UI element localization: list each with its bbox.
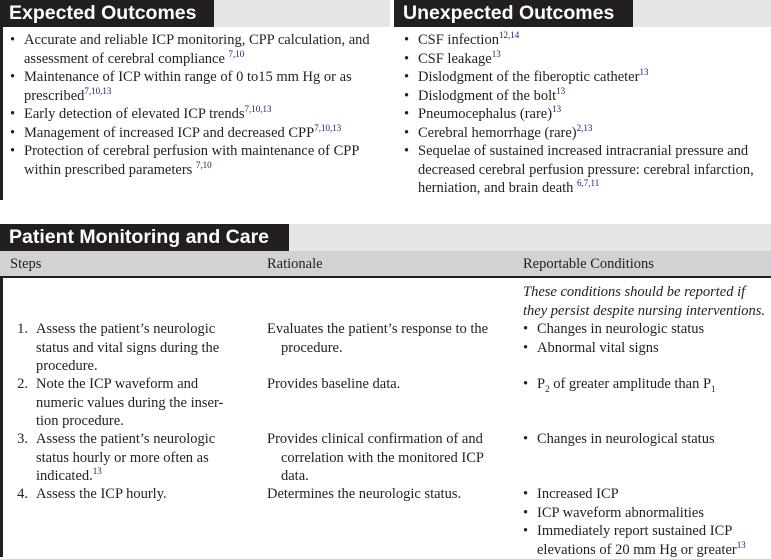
outcome-text: Dislodgment of the bolt xyxy=(418,87,557,104)
step-cell xyxy=(10,375,242,431)
subscript: 1 xyxy=(711,383,716,394)
expected-outcomes-heading: Expected Outcomes xyxy=(0,0,214,27)
subscript: 2 xyxy=(545,383,550,394)
outcome-text: Dislodgment of the fiberoptic catheter xyxy=(418,69,640,85)
rationale-cell: Provides clinical confirmation of and correlation with the monitored ICP data. xyxy=(267,431,484,484)
reportable-conditions-list xyxy=(519,485,771,559)
reference-superscript: 7,10,13 xyxy=(84,85,112,96)
reference-superscript: 7,10 xyxy=(195,159,212,170)
step-text: Assess the patient’s neurologic status hourly or more often as indicated. xyxy=(36,431,216,484)
outcome-text: Early detection of elevated ICP trends xyxy=(24,106,245,122)
outcome-text: Protection of cerebral perfusion with maintenance of CPP within prescribed parameters xyxy=(24,143,359,178)
outcome-item xyxy=(400,105,760,124)
outcome-item xyxy=(400,87,760,106)
step-number: 4. xyxy=(17,486,28,502)
rationale-cell: Determines the neurologic status. xyxy=(267,486,462,502)
reference-superscript: 13 xyxy=(639,67,649,77)
step-number: 3. xyxy=(17,431,28,447)
outcome-item xyxy=(6,105,376,124)
step-cell xyxy=(10,320,242,376)
outcome-item xyxy=(400,68,760,87)
reference-superscript: 7,10,13 xyxy=(244,104,272,114)
outcome-text: CSF infection xyxy=(418,32,499,48)
step-text: Note the ICP waveform and numeric values during the inser-tion procedure. xyxy=(36,376,224,429)
step-cell xyxy=(10,485,242,504)
reportable-conditions-list xyxy=(519,375,771,398)
left-rule xyxy=(0,0,3,200)
outcome-text: Sequelae of sustained increased intracranial pressure and decreased cerebral perfusion pressure: cerebral infarction, herniation, and brain death xyxy=(418,143,754,196)
step-number: 2. xyxy=(17,376,28,392)
rationale-cell: Evaluates the patient’s response to the procedure. xyxy=(267,321,489,356)
outcome-item xyxy=(400,50,760,69)
rationale-cell: Provides baseline data. xyxy=(267,376,401,392)
reference-superscript: 13 xyxy=(491,48,501,59)
reference-superscript: 7,10,13 xyxy=(314,122,342,133)
reference-superscript: 13 xyxy=(552,104,562,114)
outcome-item xyxy=(6,142,376,179)
condition-text: Immediately report sustained ICP elevations of 20 mm Hg or greater xyxy=(537,523,737,558)
outcome-text: Cerebral hemorrhage (rare) xyxy=(418,124,577,141)
outcome-item xyxy=(400,31,760,50)
condition-item: • Increased ICP xyxy=(519,485,771,504)
outcome-text: Accurate and reliable ICP monitoring, CPP calculation, and assessment of cerebral compliance xyxy=(24,32,370,67)
outcome-item xyxy=(6,31,376,68)
outcome-item xyxy=(400,124,760,143)
condition-item: • ICP waveform abnormalities xyxy=(519,504,771,523)
outcome-item xyxy=(400,142,760,198)
outcome-text: Management of increased ICP and decreased CPP xyxy=(24,124,315,141)
condition-text: of greater amplitude than P xyxy=(549,376,712,392)
outcome-item xyxy=(6,68,376,105)
condition-item xyxy=(519,522,771,559)
condition-item: • Changes in neurological status xyxy=(519,430,771,449)
reference-superscript: 13 xyxy=(556,85,566,96)
column-header-reportable: Reportable Conditions xyxy=(523,256,654,272)
outcome-text: CSF leakage xyxy=(418,50,492,67)
step-text: Assess the ICP hourly. xyxy=(36,486,167,502)
table-header xyxy=(0,251,771,278)
condition-text: P xyxy=(537,376,546,392)
outcome-text: Maintenance of ICP within range of 0 to15 mm Hg or as prescribed xyxy=(24,69,352,104)
unexpected-outcomes-list xyxy=(400,31,760,198)
column-header-steps: Steps xyxy=(10,256,42,272)
outcome-text: Pneumocephalus (rare) xyxy=(418,106,553,122)
column-header-rationale: Rationale xyxy=(267,256,323,272)
patient-monitoring-heading: Patient Monitoring and Care xyxy=(0,224,289,251)
outcome-item xyxy=(6,124,376,143)
reference-superscript: 2,13 xyxy=(576,122,593,133)
condition-item: • Abnormal vital signs xyxy=(519,339,771,358)
reportable-intro: These conditions should be reported if they persist despite nursing interventions. xyxy=(523,284,766,319)
expected-outcomes-list xyxy=(6,31,376,179)
step-cell xyxy=(10,430,242,486)
reference-superscript: 13 xyxy=(92,466,102,476)
reference-superscript: 7,10 xyxy=(228,48,245,59)
reference-superscript: 13 xyxy=(736,539,746,550)
condition-item: • Changes in neurologic status xyxy=(519,320,771,339)
condition-item xyxy=(519,375,771,398)
unexpected-outcomes-heading: Unexpected Outcomes xyxy=(394,0,633,27)
step-text: Assess the patient’s neurologic status and vital signs during the procedure. xyxy=(36,321,220,374)
step-number: 1. xyxy=(17,321,28,337)
reference-superscript: 12,14 xyxy=(498,30,520,40)
reportable-conditions-list xyxy=(519,430,771,449)
reference-superscript: 6,7,11 xyxy=(577,178,600,188)
reportable-conditions-list xyxy=(519,320,771,357)
